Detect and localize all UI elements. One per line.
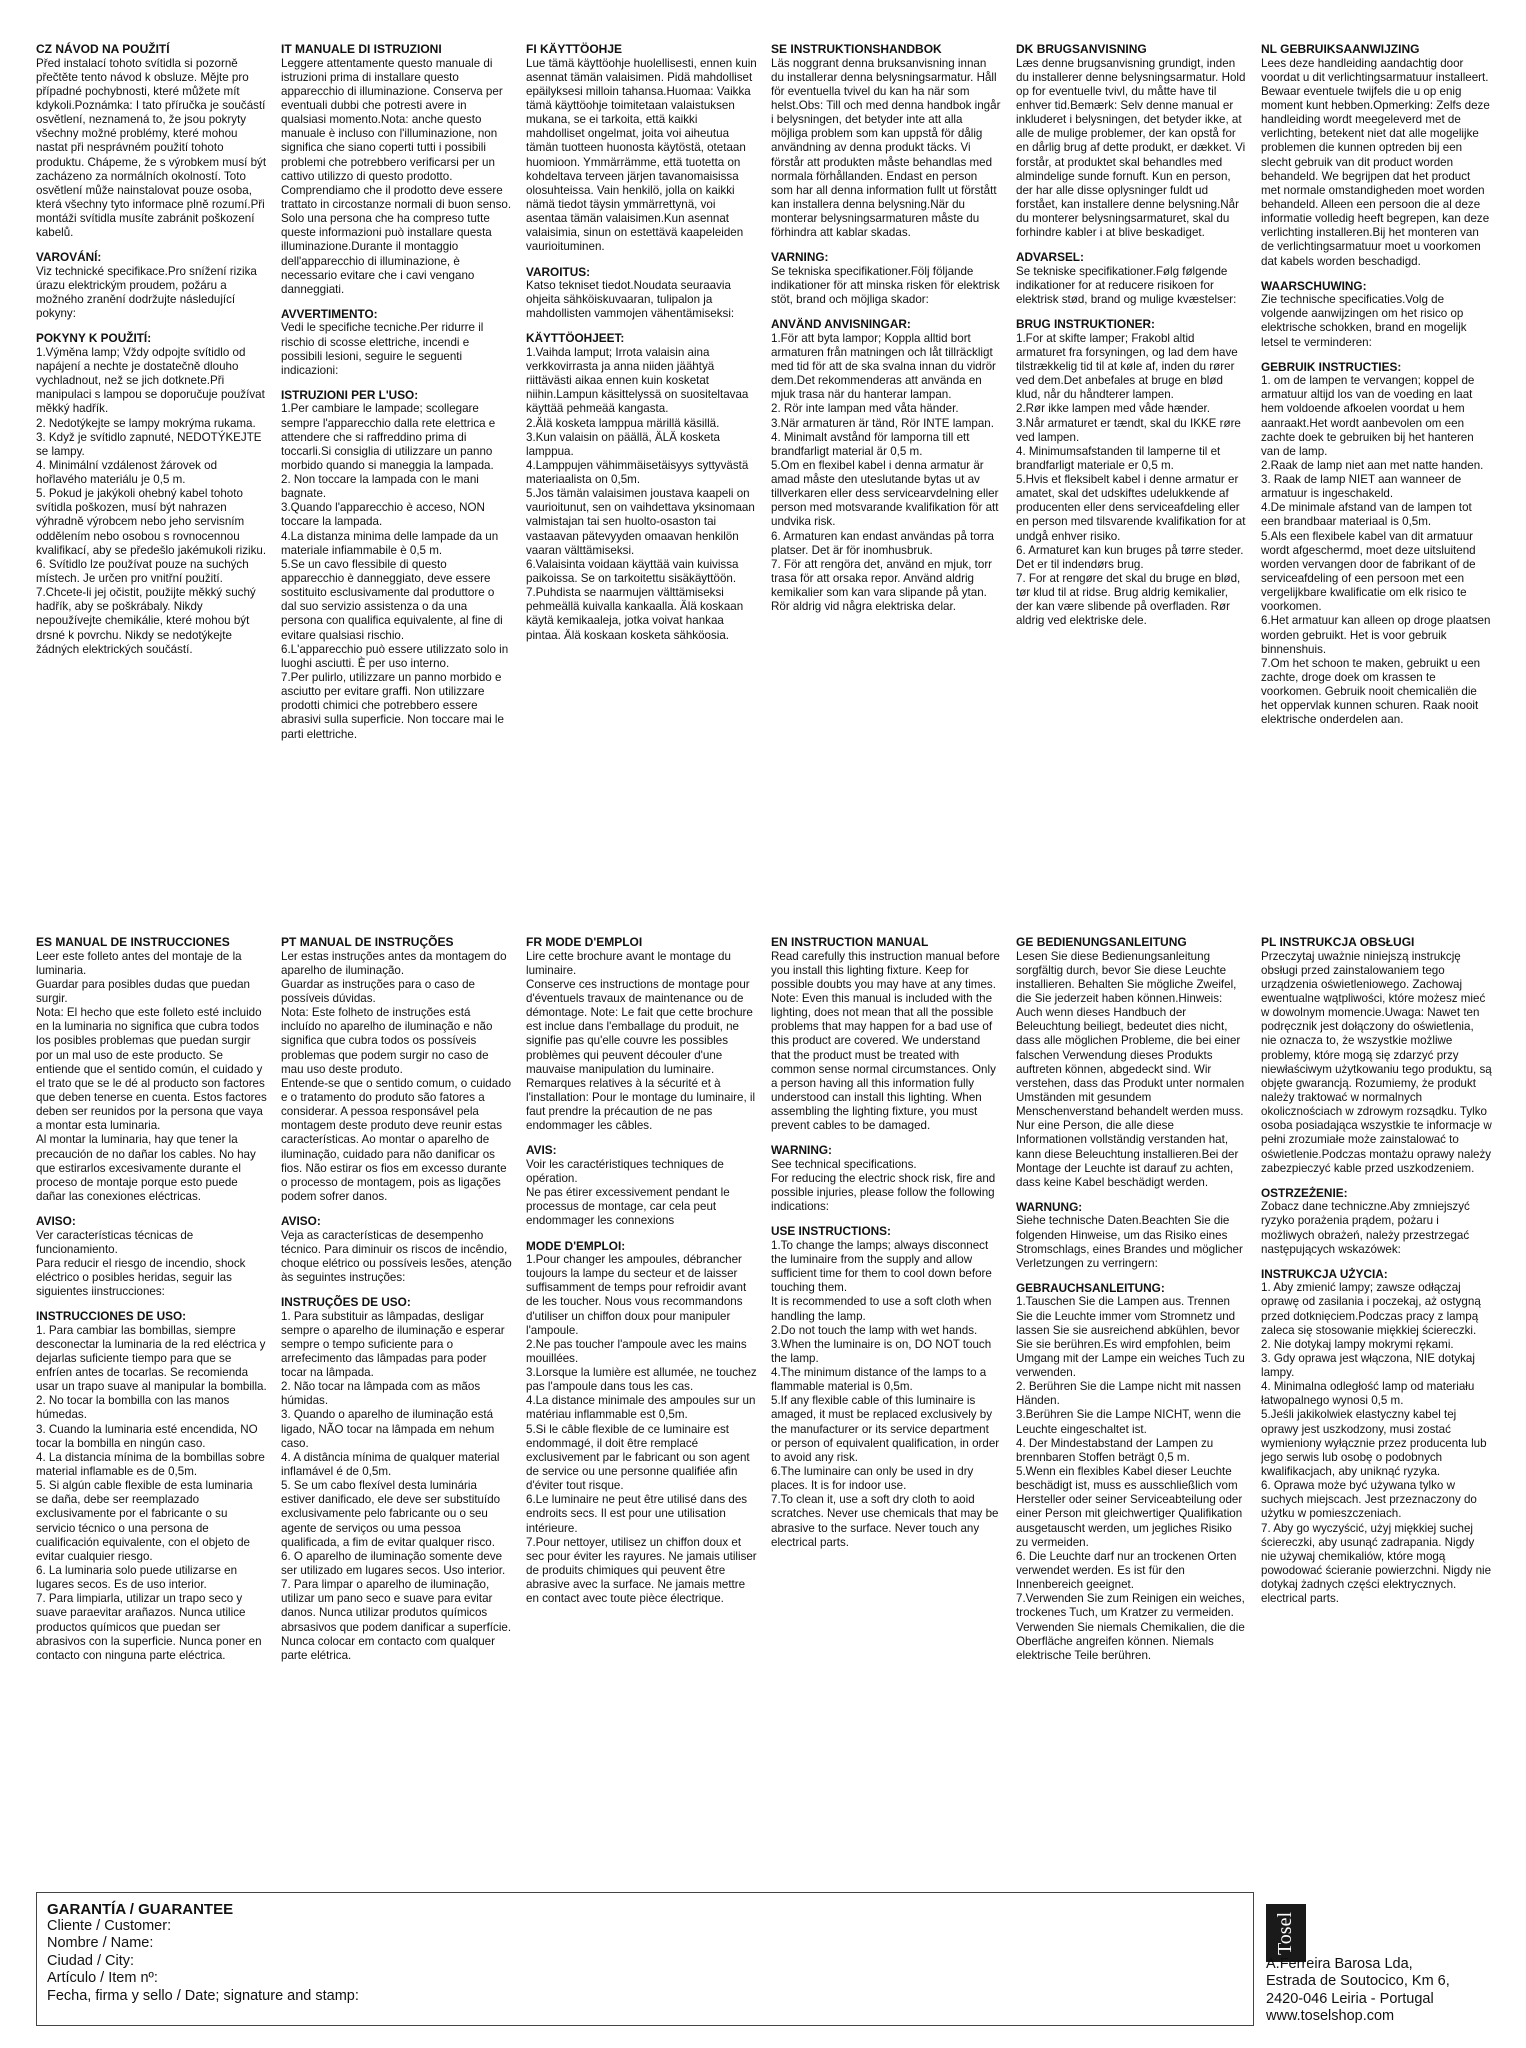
section-en [771,935,1002,1915]
section-fr [526,935,757,1915]
section-title [281,935,512,950]
section-dk [1016,42,1247,912]
intro-text: Read carefully this instruction manual before you install this lighting fixture. Keep for possible doubts you may have at any times. Note: Even this manual is included with the lighting, does not mean that all the possible problems that may happen for a bad use of this product are covered. We understand that the product must be treated with common sense normal circumstances. Only a person having all this information fully understood can install this lighting. When assembling the lighting fixture, you must prevent cables to be damaged. [771,949,1000,1133]
instructions-text: 1.Výměna lamp; Vždy odpojte svítidlo od napájení a nechte je dostatečně dlouho vychladnout, než se jich dotknete.Při manipulaci s lampou se doporučuje používat měkký hadřík. 2. Nedotýkejte se lampy mokrýma rukama. 3. Když je svítidlo zapnuté, NEDOTÝKEJTE se lampy. 4. Minimální vzdálenost žárovek od hořlavého materiálu je 0,5 m. 5. Pokud je jakýkoli ohebný kabel tohoto svítidla poškozen, musí být nahrazen výhradně výrobcem nebo jeho servisním oddělením nebo osobou s rovnocennou kvalifikací, aby se předešlo jakémukoli riziku. 6. Svítidlo lze používat pouze na suchých místech. Je určen pro vnitřní použití. 7.Chcete-li jej očistit, použijte měkký suchý hadřík, aby se poškrábaly. Nikdy nepoužívejte chemikálie, které mohou být drsné k povrchu. Nikdy se nedotýkejte žádných elektrických součástí. [36,345,267,656]
guarantee-field-item: Artículo / Item nº: [47,1970,158,1987]
warning-text: Se tekniska specifikationer.Följ följande indikationer för att minska risken för elektrisk stöt, brand och möjliga skador: [771,264,1000,307]
section-se [771,42,1002,912]
section-cz [36,42,267,912]
section-heading: NÁVOD NA POUŽITÍ [55,42,170,56]
warning-text: See technical specifications. For reducing the electric shock risk, fire and possible injuries, please follow the following indications: [771,1157,996,1214]
warning-text: Veja as características de desempenho técnico. Para diminuir os riscos de incêndio, choque elétrico ou possíveis lesões, atenção às seguintes instruções: [281,1228,512,1284]
instructions-text: 1.Tauschen Sie die Lampen aus. Trennen Sie die Leuchte immer vom Stromnetz und lassen Sie sie ausreichend abkühlen, bevor Sie sie berühren.Es wird empfohlen, beim Umgang mit der Lampe ein weiches Tuch zu verwenden. 2. Berühren Sie die Lampe nicht mit nassen Händen. 3.Berühren Sie die Lampe NICHT, wenn die Leuchte eingeschaltet ist. 4. Der Mindestabstand der Lampen zu brennbaren Stoffen beträgt 0,5 m. 5.Wenn ein flexibles Kabel dieser Leuchte beschädigt ist, muss es ausschließlich vom Hersteller oder seiner Serviceabteilung oder einer Person mit gleichwertiger Qualifikation ausgetauscht werden, um jegliches Risiko zu vermeiden. 6. Die Leuchte darf nur an trockenen Orten verwendet werden. Es ist für den Innenbereich geeignet. 7.Verwenden Sie zum Reinigen ein weiches, trockenes Tuch, um Kratzer zu vermeiden. Verwenden Sie niemals Chemikalien, die die Oberfläche angreifen können. Niemals elektrische Teile berühren. [1016,1295,1245,1662]
intro-text: Läs noggrant denna bruksanvisning innan du installerar denna belysningsarmatur. Håll för eventuella tvivel du kan ha när som helst.Obs: Till och med denna handbok ingår i belysningen, det betyder inte att alla möjliga problem som kan uppstå för dålig användning av denna produkt täcks. Vi förstår att produkten måste behandlas med normala förhållanden. Endast en person som har all denna information fullt ut förstått kan installera denna belysning.När du monterar belysningsarmaturen måste du förhindra att kablar skadas. [771,56,1001,240]
instructions-title: INSTRUÇÕES DE USO: [281,1295,411,1310]
guarantee-title: GARANTÍA / GUARANTEE [47,1901,234,1918]
warning-title: AVISO: [36,1214,76,1229]
warning-text: Voir les caractéristiques techniques de opération. Ne pas étirer excessivement pendant le processus de montage, car cela peut endommager les connexions [526,1157,730,1228]
section-fi [526,42,757,912]
section-title [36,935,267,950]
instructions-text: 1. om de lampen te vervangen; koppel de armatuur altijd los van de voeding en laat hem voldoende afkoelen voordat u hem aanraakt.Het wordt aanbevolen om een zachte doek te gebruiken bij het hanteren van de lamp. 2.Raak de lamp niet aan met natte handen. 3. Raak de lamp NIET aan wanneer de armatuur is ingeschakeld. 4.De minimale afstand van de lampen tot een brandbaar materiaal is 0,5m. 5.Als een flexibele kabel van dit armatuur wordt afgeschermd, moet deze uitsluitend worden vervangen door de fabrikant of de serviceafdeling of een persoon met een vergelijkbare kwalificatie om elk risico te voorkomen. 6.Het armatuur kan alleen op droge plaatsen worden gebruikt. Het is voor gebruik binnenshuis. 7.Om het schoon te maken, gebruikt u een zachte, droge doek om krassen te voorkomen. Gebruik nooit chemicaliën die het oppervlak kunnen schuren. Raak nooit elektrische onderdelen aan. [1261,374,1491,727]
section-title [1261,42,1492,57]
language-code: FR [526,935,542,949]
section-title [1016,935,1247,950]
warning-title: OSTRZEŻENIE: [1261,1185,1348,1200]
language-code: EN [771,935,788,949]
section-it [281,42,512,912]
guarantee-field-name: Nombre / Name: [47,1935,154,1952]
language-code: IT [281,42,292,56]
language-code: CZ [36,42,52,56]
warning-text: Katso tekniset tiedot.Noudata seuraavia ohjeita sähköiskuvaaran, tulipalon ja mahdollisten vammojen vähentämiseksi: [526,278,735,321]
intro-text: Leggere attentamente questo manuale di istruzioni prima di installare questo apparecchio di illuminazione. Conserva per eventuali dubbi che potresti avere in qualsiasi momento.Nota: anche questo manuale è incluso con l'illuminazione, non significa che siano coperti tutti i possibili problemi che potrebbero verificarsi per un cattivo utilizzo di questo prodotto. Comprendiamo che il prodotto deve essere trattato in circostanze normali di buon senso. Solo una persona che ha compreso tutte queste informazioni può installare questa illuminazione.Durante il montaggio dell'apparecchio di illuminazione, è necessario evitare che i cavi vengano danneggiati. [281,56,512,296]
instructions-title: BRUG INSTRUKTIONER: [1016,317,1155,332]
warning-text: Siehe technische Daten.Beachten Sie die folgenden Hinweise, um das Risiko eines Stromschlags, eines Brandes und möglicher Verletzungen zu verringern: [1016,1214,1243,1270]
section-heading: MANUALE DI ISTRUZIONI [295,42,442,56]
intro-text: Lire cette brochure avant le montage du luminaire. Conserve ces instructions de montage pour d'éventuels travaux de maintenance ou de démontage. Note: Le fait que cette brochure est inclue dans l'emballage du produit, ne signifie pas qu'elle couvre les possibles problèmes qui peuvent découler d'une mauvaise manipulation du luminaire. Remarques relatives à la sécurité et à l'installation: Pour le montage du luminaire, il faut prendre la précaution de ne pas endommager les câbles. [526,949,756,1133]
instructions-title: KÄYTTÖOHJEET: [526,331,625,346]
section-heading: MANUAL DE INSTRUCCIONES [55,935,230,949]
instructions-text: 1.Per cambiare le lampade; scollegare sempre l'apparecchio dalla rete elettrica e attendere che si raffreddino prima di toccarli.Si consiglia di utilizzare un panno morbido quando si maneggia la lampada. 2. Non toccare la lampada con le mani bagnate. 3.Quando l'apparecchio è acceso, NON toccare la lampada. 4.La distanza minima delle lampade da un materiale infiammabile è 0,5 m. 5.Se un cavo flessibile di questo apparecchio è danneggiato, deve essere sostituito esclusivamente dal produttore o dal suo servizio assistenza o da una persona con qualifica equivalente, al fine di evitare qualsiasi rischio. 6.L'apparecchio può essere utilizzato solo in luoghi asciutti. È per uso interno. 7.Per pulirlo, utilizzare un panno morbido e asciutto per evitare graffi. Non utilizzare prodotti chimici che potrebbero essere abrasivi sulla superficie. Non toccare mai le parti elettriche. [281,402,509,741]
section-heading: BRUGSANVISNING [1036,42,1147,56]
address-city: 2420-046 Leiria - Portugal [1266,1990,1434,2007]
website-link[interactable]: www.toselshop.com [1266,2008,1395,2025]
section-title [526,42,757,57]
warning-text: Viz technické specifikace.Pro snížení rizika úrazu elektrickým proudem, požáru a možného zranění dodržujte následující pokyny: [36,264,257,321]
brand-block [1266,1892,1506,2032]
instructions-text: 1.To change the lamps; always disconnect the luminaire from the supply and allow sufficient time for them to cool down before touching them. It is recommended to use a soft cloth when handling the lamp. 2.Do not touch the lamp with wet hands. 3.When the luminaire is on, DO NOT touch the lamp. 4.The minimum distance of the lamps to a flammable material is 0,5m. 5.If any flexible cable of this luminaire is amaged, it must be replaced exclusively by the manufacturer or its service department or person of equivalent qualification, in order to avoid any risk. 6.The luminaire can only be used in dry places. It is for indoor use. 7.To clean it, use a soft dry cloth to aoid scratches. Never use chemicals that may be abrasive to the surface. Never touch any electrical parts. [771,1238,1000,1549]
language-code: NL [1261,42,1277,56]
section-heading: INSTRUCTION MANUAL [791,935,929,949]
intro-text: Před instalací tohoto svítidla si pozorně přečtěte tento návod k obsluze. Mějte pro případné pochybnosti, které můžete mít kdykoli.Poznámka: I tato příručka je součástí osvětlení, neznamená to, že jsou pokryty všechny možné problémy, které mohou nastat při nesprávném použití tohoto produktu. Chápeme, že s výrobkem musí být zacházeno za normálních okolností. Toto osvětlení může nainstalovat pouze osoba, která všechny tyto informace plně rozumí.Při montáži svítidla musíte zabránit poškození kabelů. [36,56,267,240]
warning-title: WARNUNG: [1016,1200,1083,1215]
guarantee-field-city: Ciudad / City: [47,1952,135,1969]
manual-row-top [36,42,1492,912]
instructions-text: 1.For at skifte lamper; Frakobl altid armaturet fra forsyningen, og lad dem have tilstrækkelig tid til at køle af, inden du rører ved dem.Det anbefales at bruge en blød klud, når du håndterer lampen. 2.Rør ikke lampen med våde hænder. 3.Når armaturet er tændt, skal du IKKE røre ved lampen. 4. Minimumsafstanden til lamperne til et brandfarligt materiale er 0,5 m. 5.Hvis et fleksibelt kabel i denne armatur er amatet, skal det udskiftes udelukkende af producenten eller dens serviceafdeling eller en person med tilsvarende kvalifikation for at undgå enhver risiko. 6. Armaturet kan kun bruges på tørre steder. Det er til indendørs brug. 7. For at rengøre det skal du bruge en blød, tør klud til at ridse. Brug aldrig kemikalier, der kan være slibende på overfladen. Rør aldrig ved elektriske dele. [1016,331,1246,628]
section-title [1261,935,1492,950]
intro-text: Przeczytaj uważnie niniejszą instrukcję obsługi przed zainstalowaniem tego urządzenia oświetleniowego. Zachowaj ewentualne wątpliwości, które możesz mieć w dowolnym momencie.Uwaga: Nawet ten podręcznik jest dołączony do oświetlenia, nie oznacza to, że wszystkie możliwe problemy, które mogą się zdarzyć przy niewłaściwym użytkowaniu tego produktu, są objęte gwarancją. Rozumiemy, że produkt należy traktować w normalnych okolicznościach w zdrowym rozsądku. Tylko osoba posiadająca wszystkie te informacje w pełni zrozumiałe może zainstalować to oświetlenie.Podczas montażu oprawy należy zabezpieczyć kable przed uszkodzeniem. [1261,949,1492,1175]
warning-text: Vedi le specifiche tecniche.Per ridurre il rischio di scosse elettriche, incendi e possibili lesioni, seguire le seguenti indicazioni: [281,321,484,377]
warning-title: AVIS: [526,1143,557,1158]
language-code: FI [526,42,537,56]
intro-text: Lue tämä käyttöohje huolellisesti, ennen kuin asennat tämän valaisimen. Pidä mahdolliset epäilyksesi milloin tahansa.Huomaa: Vaikka tämä käyttöohje toimitetaan valaistuksen mukana, se ei tarkoita, että kaikki mahdolliset ongelmat, joita voi aiheutua tämän tuotteen huonosta käytöstä, otetaan huomioon. Ymmärrämme, että tuotetta on kohdeltava terveen järjen tavanomaisissa olosuhteissa. Vain henkilö, jolla on kaikki nämä tiedot täysin ymmärrettynä, voi asentaa tämän valaisimen.Kun asennat valaisimia, sinun on estettävä kaapeleiden vaurioituminen. [526,56,757,254]
intro-text: Lesen Sie diese Bedienungsanleitung sorgfältig durch, bevor Sie diese Leuchte installieren. Behalten Sie mögliche Zweifel, die Sie jederzeit haben können.Hinweis: Auch wenn dieses Handbuch der Beleuchtung beiliegt, bedeutet dies nicht, dass alle möglichen Probleme, die bei einer falschen Verwendung dieses Produkts auftreten können, abgedeckt sind. Wir verstehen, dass das Produkt unter normalen Umständen mit gesundem Menschenverstand behandelt werden muss. Nur eine Person, die alle diese Informationen vollständig verstanden hat, kann diese Beleuchtung installieren.Bei der Montage der Leuchte ist darauf zu achten, dass keine Kabel beschädigt werden. [1016,949,1245,1189]
section-pt [281,935,512,1915]
warning-text: Zobacz dane techniczne.Aby zmniejszyć ryzyko porażenia prądem, pożaru i możliwych obrażeń, należy przestrzegać następujących wskazówek: [1261,1200,1470,1256]
instructions-title: POKYNY K POUŽITÍ: [36,331,152,346]
manual-row-bottom [36,935,1492,1915]
instructions-title: GEBRUIK INSTRUCTIES: [1261,359,1402,374]
intro-text: Ler estas instruções antes da montagem do aparelho de iluminação. Guardar as instruções para o caso de possíveis dúvidas. Nota: Este folheto de instruções está incluído no aparelho de iluminação e não significa que cubra todos os possíveis problemas que podem surgir no caso de mau uso deste produto. Entende-se que o sentido comum, o cuidado e o tratamento do produto são fatores a considerar. A pessoa responsável pela montagem deste produto deve reunir estas características. Ao montar o aparelho de iluminação, cuidado para não danificar os fios. Não estirar os fios em excesso durante o processo de montagem, pois as ligações podem sofrer danos. [281,949,512,1204]
instructions-text: 1.Pour changer les ampoules, débrancher toujours la lampe du secteur et de laisser suffisamment de temps pour refroidir avant de les toucher. Nous vous recommandons d'utiliser un chiffon doux pour manipuler l'ampoule. 2.Ne pas toucher l'ampoule avec les mains mouillées. 3.Lorsque la lumière est allumée, ne touchez pas l'ampoule dans tous les cas. 4.La distance minimale des ampoules sur un matériau inflammable est 0,5m. 5.Si le câble flexible de ce luminaire est endommagé, il doit être remplacé exclusivement par le fabricant ou son agent de service ou une personne qualifiée afin d'éviter tout risque. 6.Le luminaire ne peut être utilisé dans des endroits secs. Il est pour une utilisation intérieure. 7.Pour nettoyer, utilisez un chiffon doux et sec pour éviter les rayures. Ne jamais utiliser de produits chimiques qui peuvent être abrasive avec la surface. Ne jamais mettre en contact avec toute pièce électrique. [526,1252,757,1606]
section-heading: BEDIENUNGSANLEITUNG [1036,935,1187,949]
logo-text: Tosel [1274,1911,1297,1955]
instructions-text: 1.För att byta lampor; Koppla alltid bort armaturen från matningen och låt tillräckligt med tid för att de ska svalna innan du vidrör dem.Det rekommenderas att använda en mjuk trasa när du hanterar lampan. 2. Rör inte lampan med våta händer. 3.När armaturen är tänd, Rör INTE lampan. 4. Minimalt avstånd för lamporna till ett brandfarligt material är 0,5 m. 5.Om en flexibel kabel i denna armatur är amad måste den uteslutande bytas ut av tillverkaren eller dess servicearvdelning eller person med motsvarande kvalifikation för att undvika risk. 6. Armaturen kan endast användas på torra platser. Det är för inomhusbruk. 7. För att rengöra det, använd en mjuk, torr trasa för att orsaka repor. Använd aldrig kemikalier som kan vara slipande på ytan. Rör aldrig vid några elektriska delar. [771,331,999,614]
language-code: PT [281,935,297,949]
section-title [526,935,757,950]
section-title [771,42,1002,57]
instructions-title: INSTRUCCIONES DE USO: [36,1309,187,1324]
instructions-title: ISTRUZIONI PER L'USO: [281,387,419,402]
warning-title: ADVARSEL: [1016,250,1084,265]
section-nl [1261,42,1492,912]
section-title [36,42,267,57]
guarantee-field-customer: Cliente / Customer: [47,1918,172,1934]
language-code: GE [1016,935,1034,949]
company-name: A.Ferreira Barosa Lda, [1266,1956,1413,1972]
section-title [1016,42,1247,57]
section-es [36,935,267,1915]
language-code: DK [1016,42,1034,56]
section-pl [1261,935,1492,1915]
warning-title: WAARSCHUWING: [1261,278,1367,293]
instructions-title: MODE D'EMPLOI: [526,1238,626,1253]
section-title [771,935,1002,950]
warning-text: Ver características técnicas de funcionamiento. Para reducir el riesgo de incendio, shock eléctrico o posibles heridas, seguir las siguientes iinstrucciones: [36,1228,246,1299]
section-title [281,42,512,57]
tosel-logo [1266,1904,1306,1962]
section-heading: GEBRUIKSAANWIJZING [1280,42,1420,56]
instructions-text: 1. Aby zmienić lampy; zawsze odłączaj oprawę od zasilania i poczekaj, aż ostygną przed dotknięciem.Podczas pracy z lampą zaleca się stosowanie miękkiej ściereczki. 2. Nie dotykaj lampy mokrymi rękami. 3. Gdy oprawa jest włączona, NIE dotykaj lampy. 4. Minimalna odległość lamp od materiału łatwopalnego wynosi 0,5 m. 5.Jeśli jakikolwiek elastyczny kabel tej oprawy jest uszkodzony, musi zostać wymieniony wyłącznie przez producenta lub jego serwis lub osobę o podobnych kwalifikacjach, aby uniknąć ryzyka. 6. Oprawa może być używana tylko w suchych miejscach. Jest przeznaczony do użytku w pomieszczeniach. 7. Aby go wyczyścić, użyj miękkiej suchej ściereczki, aby usunąć zadrapania. Nigdy nie używaj chemikaliów, które mogą powodować ścieranie powierzchni. Nigdy nie dotykaj żadnych części elektrycznych. electrical parts. [1261,1281,1492,1606]
guarantee-field-signature: Fecha, firma y sello / Date; signature and stamp: [47,1987,359,2004]
section-heading: MANUAL DE INSTRUÇÕES [299,935,454,949]
intro-text: Læs denne brugsanvisning grundigt, inden du installerer denne belysningsarmatur. Hold op for eventuelle tvivl, du måtte have til enhver tid.Bemærk: Selv denne manual er inkluderet i belysningen, det betyder ikke, at alle de mulige problemer, der kan opstå for en dårlig brug af dette produkt, er dækket. Vi forstår, at produktet skal behandles med almindelige sunde fornuft. Kun en person, der har alle disse oplysninger fuldt ud forstået, kan installere denne belysning.Når du monterer belysningsarmaturet, skal du forhindre kabler i at blive beskadiget. [1016,56,1246,240]
guarantee-box [36,1892,1254,2026]
company-address [1266,1956,1450,2026]
warning-text: Zie technische specificaties.Volg de volgende aanwijzingen om het risico op elektrische schokken, brand en mogelijk letsel te verminderen: [1261,293,1467,349]
section-heading: INSTRUKTIONSHANDBOK [790,42,942,56]
warning-title: AVISO: [281,1214,321,1229]
warning-title: VARNING: [771,250,829,265]
address-street: Estrada de Soutocico, Km 6, [1266,1973,1450,1990]
instructions-title: USE INSTRUCTIONS: [771,1224,891,1239]
instructions-title: ANVÄND ANVISNINGAR: [771,317,911,332]
language-code: SE [771,42,788,56]
warning-title: WARNING: [771,1143,832,1158]
instructions-title: INSTRUKCJA UŻYCIA: [1261,1266,1388,1281]
warning-title: VAROITUS: [526,264,591,279]
intro-text: Lees deze handleiding aandachtig door voordat u dit verlichtingsarmatuur installeert. Bewaar eventuele twijfels die u op enig moment kunt hebben.Opmerking: Zelfs deze handleiding wordt meegeleverd met de verlichting, betekent niet dat alle mogelijke problemen die kunnen optreden bij een slecht gebruik van dit product worden behandeld. We begrijpen dat het product met normale omstandigheden moet worden behandeld. Alleen een persoon die al deze informatie volledig heeft begrepen, kan deze verlichting installeren.Bij het monteren van de verlichtingsarmatuur moet u voorkomen dat kabels worden beschadigd. [1261,56,1490,268]
section-ge [1016,935,1247,1915]
instructions-text: 1. Para substituir as lâmpadas, desligar sempre o aparelho de iluminação e esperar sempre o tempo suficiente para o arrefecimento das lâmpadas para poder tocar na lâmpada. 2. Não tocar na lâmpada com as mãos húmidas. 3. Quando o aparelho de iluminação está ligado, NÃO tocar na lâmpada em nehum caso. 4. A distância mínima de qualquer material inflamável é de 0,5m. 5. Se um cabo flexível desta luminária estiver danificado, ele deve ser substituído exclusivamente pelo fabricante ou o seu agente de serviços ou uma pessoa qualificada, a fim de evitar qualquer risco. 6. O aparelho de iluminação somente deve ser utilizado em lugares secos. Uso interior. 7. Para limpar o aparelho de iluminação, utilizar um pano seco e suave para evitar danos. Nunca utilizar produtos químicos abrsasivos que podem danificar a superfície. Nunca colocar em contacto com qualquer parte elétrica. [281,1309,512,1662]
instructions-title: GEBRAUCHSANLEITUNG: [1016,1280,1165,1295]
instructions-text: 1.Vaihda lamput; Irrota valaisin aina verkkovirrasta ja anna niiden jäähtyä riittävästi aikaa ennen kuin kosketat niihin.Lampun käsittelyssä on suositeltavaa käyttää pehmeää kangasta. 2.Älä kosketa lamppua märillä käsillä. 3.Kun valaisin on päällä, ÄLÄ kosketa lamppua. 4.Lamppujen vähimmäisetäisyys syttyvästä materiaalista on 0,5m. 5.Jos tämän valaisimen joustava kaapeli on vaurioitunut, sen on vaihdettava yksinomaan valmistajan tai sen huolto-osaston tai vastaavan pätevyyden omaavan henkilön vaaran välttämiseksi. 6.Valaisinta voidaan käyttää vain kuivissa paikoissa. Se on tarkoitettu sisäkäyttöön. 7.Puhdista se naarmujen välttämiseksi pehmeällä kuivalla kankaalla. Älä koskaan käytä kemikaaleja, jotka voivat hankaa pintaa. Älä koskaan kosketa sähköosia. [526,345,755,642]
section-heading: INSTRUKCJA OBSŁUGI [1279,935,1415,949]
warning-text: Se tekniske specifikationer.Følg følgende indikationer for at reducere risikoen for elektrisk stød, brand og mulige kvæstelser: [1016,264,1237,307]
section-heading: KÄYTTÖOHJE [540,42,623,56]
instructions-text: 1. Para cambiar las bombillas, siempre desconectar la luminaria de la red eléctrica y dejarlas suficiente tiempo para que se enfríen antes de tocarlas. Se recomienda usar un trapo suave al manipular la bombilla. 2. No tocar la bombilla con las manos húmedas. 3. Cuando la luminaria esté encendida, NO tocar la bombilla en ningún caso. 4. La distancia mínima de la bombillas sobre material inflamable es de 0,5m. 5. Si algún cable flexible de esta luminaria se daña, debe ser reemplazado exclusivamente por el fabricante o su servicio técnico o una persona de cualificación equivalente, con el objeto de evitar cualquier riesgo. 6. La luminaria solo puede utilizarse en lugares secos. Es de uso interior. 7. Para limpiarla, utilizar un trapo seco y suave paraevitar arañazos. Nunca utilice productos químicos que puedan ser abrasivos con la superficie. Nunca poner en contacto con ninguna parte eléctrica. [36,1323,267,1662]
language-code: ES [36,935,53,949]
intro-text: Leer este folleto antes del montaje de la luminaria. Guardar para posibles dudas que puedan surgir. Nota: El hecho que este folleto esté incluido en la luminaria no significa que cubra todos los posibles problemas que puedan surgir por un mal uso de este producto. Se entiende que el sentido común, el cuidado y el trato que se le dé al producto son factores que deben tenerse en cuenta. Estos factores deben ser reunidos por la persona que vaya a montar esta luminaria. Al montar la luminaria, hay que tener la precaución de no dañar los cables. No hay que estirarlos excesivamente durante el proceso de montaje porque esto puede dañar las conexiones eléctricas. [36,949,267,1204]
warning-title: VAROVÁNÍ: [36,250,102,265]
warning-title: AVVERTIMENTO: [281,307,378,322]
section-heading: MODE D'EMPLOI [545,935,643,949]
language-code: PL [1261,935,1277,949]
